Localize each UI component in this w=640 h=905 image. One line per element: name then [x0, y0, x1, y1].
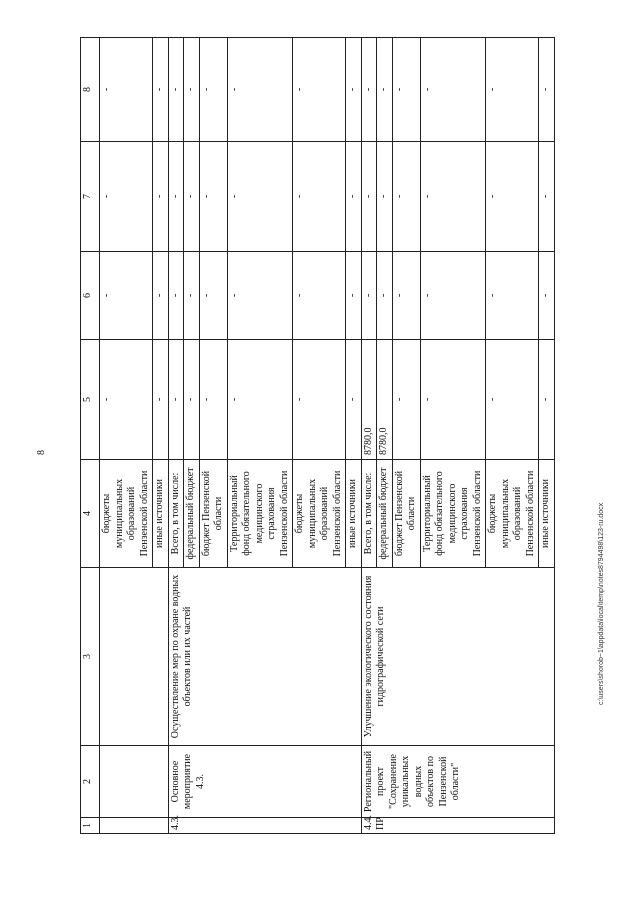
value-cell: -	[184, 340, 200, 460]
source-cell: бюджет Пензенской области	[392, 460, 420, 568]
value-cell: -	[293, 142, 346, 252]
name-cell: Основное мероприятие 4.3.	[168, 746, 361, 818]
value-cell: -	[539, 142, 555, 252]
program-table	[80, 37, 555, 834]
value-cell: -	[293, 38, 346, 142]
row-number-cell: 4.4. ПР	[361, 818, 554, 834]
value-cell: -	[486, 38, 539, 142]
value-cell: -	[227, 340, 293, 460]
rotated-page	[80, 38, 582, 834]
value-cell: -	[199, 340, 227, 460]
value-cell: 8780,0	[377, 340, 393, 460]
col-1: 1	[81, 818, 100, 834]
value-cell: 8780,0	[361, 340, 377, 460]
source-cell: Территориальный фонд обязательного медицинского страхования Пензенской области	[227, 460, 293, 568]
description-cell	[100, 568, 169, 746]
value-cell: -	[392, 142, 420, 252]
value-cell: -	[346, 252, 362, 340]
value-cell: -	[361, 252, 377, 340]
value-cell: -	[100, 38, 153, 142]
table-row	[168, 38, 184, 834]
source-cell: федеральный бюджет	[184, 460, 200, 568]
value-cell: -	[168, 142, 184, 252]
source-cell: бюджет Пензенской области	[199, 460, 227, 568]
value-cell: -	[486, 340, 539, 460]
value-cell: -	[153, 38, 169, 142]
value-cell: -	[346, 142, 362, 252]
value-cell: -	[420, 340, 486, 460]
value-cell: -	[361, 142, 377, 252]
value-cell: -	[392, 252, 420, 340]
value-cell: -	[293, 340, 346, 460]
value-cell: -	[100, 252, 153, 340]
value-cell: -	[153, 340, 169, 460]
value-cell: -	[168, 252, 184, 340]
value-cell: -	[539, 252, 555, 340]
source-cell: бюджеты муниципальных образований Пензенской области	[293, 460, 346, 568]
row-number-cell: 4.3.	[168, 818, 361, 834]
col-5: 5	[81, 340, 100, 460]
table-row	[100, 38, 153, 834]
source-cell: бюджеты муниципальных образований Пензенской области	[486, 460, 539, 568]
value-cell: -	[153, 252, 169, 340]
value-cell: -	[184, 142, 200, 252]
description-cell: Осуществление мер по охране водных объектов или их частей	[168, 568, 361, 746]
name-cell: Региональный проект "Сохранение уникальных водных объектов по Пензенской области"	[361, 746, 554, 818]
value-cell: -	[227, 142, 293, 252]
col-6: 6	[81, 252, 100, 340]
row-number-cell	[100, 818, 169, 834]
name-cell	[100, 746, 169, 818]
value-cell: -	[199, 38, 227, 142]
value-cell: -	[346, 38, 362, 142]
value-cell: -	[100, 142, 153, 252]
value-cell: -	[377, 142, 393, 252]
value-cell: -	[199, 142, 227, 252]
source-cell: федеральный бюджет	[377, 460, 393, 568]
column-number-row	[81, 38, 100, 834]
col-2: 2	[81, 746, 100, 818]
value-cell: -	[486, 142, 539, 252]
value-cell: -	[361, 38, 377, 142]
value-cell: -	[486, 252, 539, 340]
value-cell: -	[293, 252, 346, 340]
value-cell: -	[392, 340, 420, 460]
value-cell: -	[100, 340, 153, 460]
file-path-footer: c:\users\shorob~1\appdata\local\temp\notes8794498\123-ru.docx	[598, 502, 605, 705]
source-cell: Территориальный фонд обязательного медицинского страхования Пензенской области	[420, 460, 486, 568]
value-cell: -	[153, 142, 169, 252]
value-cell: -	[199, 252, 227, 340]
value-cell: -	[420, 142, 486, 252]
value-cell: -	[227, 38, 293, 142]
value-cell: -	[420, 38, 486, 142]
col-8: 8	[81, 38, 100, 142]
value-cell: -	[184, 252, 200, 340]
description-cell: Улучшение экологического состояния гидрографической сети	[361, 568, 554, 746]
source-cell: иные источники	[539, 460, 555, 568]
source-cell: Всего, в том числе:	[361, 460, 377, 568]
value-cell: -	[168, 340, 184, 460]
value-cell: -	[420, 252, 486, 340]
table-row	[361, 38, 377, 834]
page-number: 8	[36, 450, 47, 455]
value-cell: -	[168, 38, 184, 142]
col-3: 3	[81, 568, 100, 746]
value-cell: -	[539, 38, 555, 142]
value-cell: -	[539, 340, 555, 460]
source-cell: бюджеты муниципальных образований Пензенской области	[100, 460, 153, 568]
value-cell: -	[377, 252, 393, 340]
col-4: 4	[81, 460, 100, 568]
source-cell: Всего, в том числе:	[168, 460, 184, 568]
source-cell: иные источники	[346, 460, 362, 568]
value-cell: -	[227, 252, 293, 340]
value-cell: -	[377, 38, 393, 142]
value-cell: -	[392, 38, 420, 142]
value-cell: -	[346, 340, 362, 460]
source-cell: иные источники	[153, 460, 169, 568]
col-7: 7	[81, 142, 100, 252]
value-cell: -	[184, 38, 200, 142]
